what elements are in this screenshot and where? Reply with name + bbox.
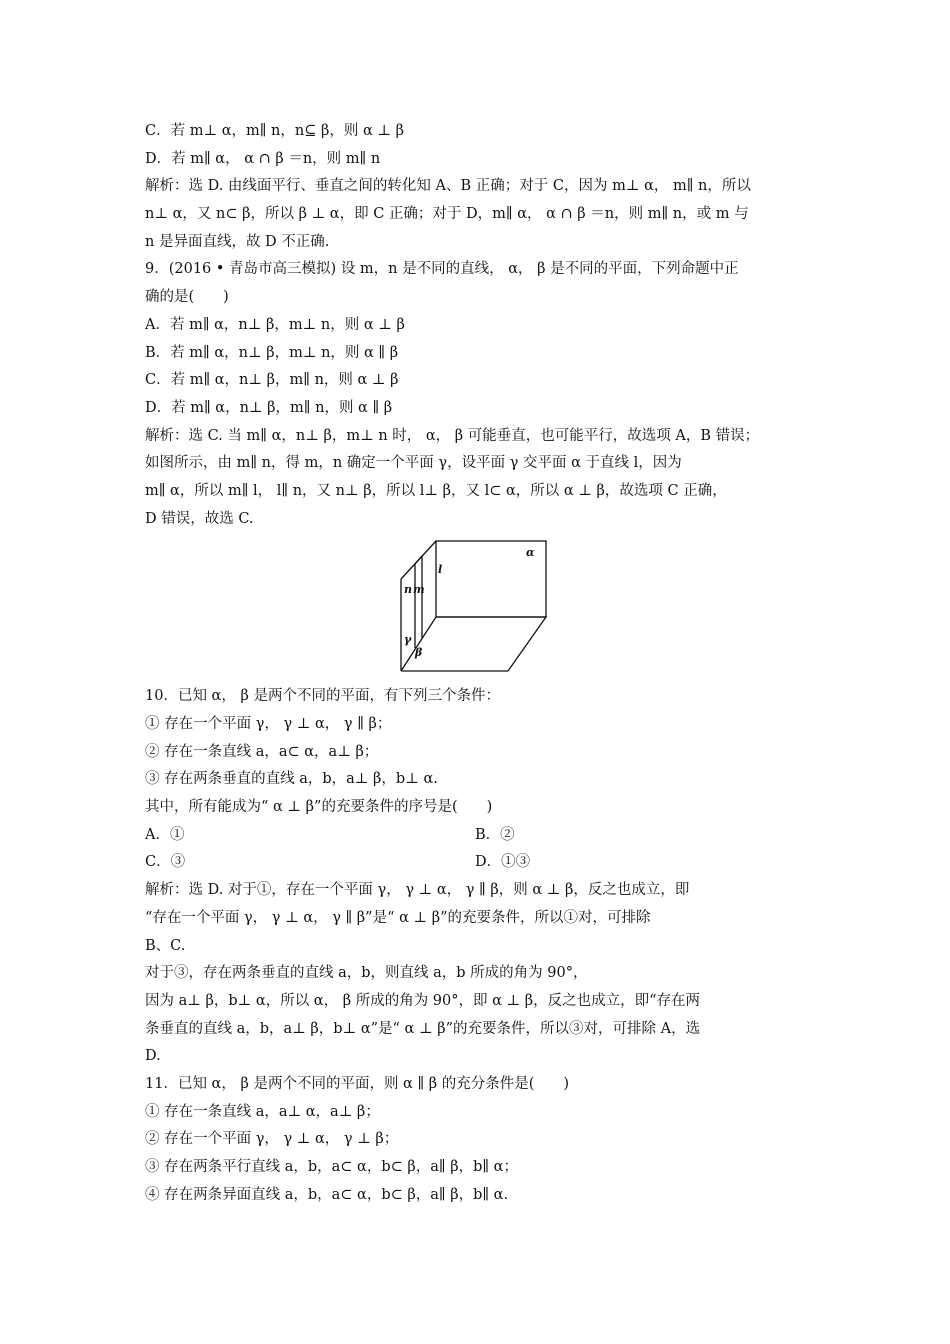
- text-line: 因为 a⊥ β，b⊥ α，所以 α， β 所成的角为 90°，即 α ⊥ β，反之也成立，即“存在两: [145, 992, 701, 1009]
- label-beta: β: [415, 646, 423, 660]
- option-c: C．若 m∥ α，n⊥ β，m∥ n，则 α ⊥ β: [145, 372, 399, 389]
- geometry-figure: [145, 539, 815, 675]
- text-line: D 错误，故选 C.: [145, 510, 254, 527]
- condition-1: ① 存在一个平面 γ， γ ⊥ α， γ ∥ β；: [145, 716, 392, 732]
- text-block-top: [145, 118, 815, 533]
- text-block-bottom: [145, 877, 815, 1209]
- label-m: m: [413, 583, 425, 597]
- options-row: [145, 822, 815, 850]
- condition-4: ④ 存在两条异面直线 a，b，a⊂ α，b⊂ β，a∥ β，b∥ α.: [145, 1186, 509, 1203]
- label-alpha: α: [526, 546, 535, 560]
- plane-beta-face: [401, 617, 546, 671]
- text-line: D.: [145, 1048, 161, 1065]
- condition-1: ① 存在一条直线 a，a⊥ α，a⊥ β；: [145, 1103, 380, 1120]
- text-line: C．若 m⊥ α，m∥ n，n⊆ β，则 α ⊥ β: [145, 123, 405, 139]
- option-a: A．若 m∥ α，n⊥ β，m⊥ n，则 α ⊥ β: [145, 316, 405, 333]
- text-line: 解析：选 D. 对于①，存在一个平面 γ， γ ⊥ α， γ ∥ β，则 α ⊥ β，反之也成立，即: [145, 882, 690, 899]
- option-c: C．③: [145, 854, 186, 871]
- text-line: 对于③，存在两条垂直的直线 a，b，则直线 a，b 所成的角为 90°，: [145, 965, 588, 982]
- text-line: “存在一个平面 γ， γ ⊥ α， γ ∥ β”是“ α ⊥ β”的充要条件，所以①对，可排除: [145, 909, 651, 926]
- option-d: D．若 m∥ α，n⊥ β，m∥ n，则 α ∥ β: [145, 399, 393, 416]
- text-line: n⊥ α，又 n⊂ β，所以 β ⊥ α，即 C 正确；对于 D，m∥ α， α ∩ β ＝n，则 m∥ n，或 m 与: [145, 206, 749, 223]
- label-l: l: [438, 563, 443, 577]
- option-b: B．②: [475, 826, 515, 843]
- label-n: n: [404, 583, 412, 597]
- text-line: D．若 m∥ α， α ∩ β ＝n，则 m∥ n: [145, 150, 381, 167]
- text-line: 如图所示，由 m∥ n，得 m，n 确定一个平面 γ，设平面 γ 交平面 α 于直线 l，因为: [145, 455, 682, 472]
- condition-3: ③ 存在两条垂直的直线 a，b，a⊥ β，b⊥ α.: [145, 771, 438, 788]
- label-gamma: γ: [404, 633, 412, 647]
- question-10: [145, 683, 815, 877]
- text-line: n 是异面直线，故 D 不正确.: [145, 233, 330, 250]
- text-line: 确的是( ): [145, 289, 229, 306]
- text-line: 其中，所有能成为“ α ⊥ β”的充要条件的序号是( ): [145, 799, 493, 816]
- gamma-top-edge: [415, 556, 422, 564]
- text-line: 解析：选 D. 由线面平行、垂直之间的转化知 A、B 正确；对于 C，因为 m⊥ α， m∥ n，所以: [145, 178, 751, 195]
- text-line: B、C.: [145, 937, 186, 954]
- text-line: 解析：选 C. 当 m∥ α，n⊥ β，m⊥ n 时， α， β 可能垂直，也可能平行，故选项 A，B 错误；: [145, 427, 760, 444]
- condition-2: ② 存在一个平面 γ， γ ⊥ α， γ ⊥ β；: [145, 1131, 399, 1148]
- text-line: 条垂直的直线 a，b，a⊥ β，b⊥ α”是“ α ⊥ β”的充要条件，所以③对，可排除 A，选: [145, 1020, 701, 1037]
- condition-2: ② 存在一条直线 a，a⊂ α，a⊥ β；: [145, 743, 379, 760]
- options-row: [145, 849, 815, 877]
- document-page: [145, 118, 815, 1209]
- question-10-stem: 10．已知 α， β 是两个不同的平面，有下列三个条件：: [145, 688, 500, 705]
- option-d: D．①③: [475, 854, 531, 871]
- question-11-stem: 11．已知 α， β 是两个不同的平面，则 α ∥ β 的充分条件是( ): [145, 1075, 570, 1092]
- option-b: B．若 m∥ α，n⊥ β，m⊥ n，则 α ∥ β: [145, 344, 399, 361]
- question-9-stem: 9．(2016 • 青岛市高三模拟) 设 m，n 是不同的直线， α， β 是不同的平面，下列命题中正: [145, 261, 739, 278]
- option-a: A．①: [145, 826, 185, 843]
- condition-3: ③ 存在两条平行直线 a，b，a⊂ α，b⊂ β，a∥ β，b∥ α；: [145, 1159, 518, 1175]
- text-line: m∥ α，所以 m∥ l， l∥ n，又 n⊥ β，所以 l⊥ β，又 l⊂ α，所以 α ⊥ β，故选项 C 正确，: [145, 482, 727, 499]
- planes-diagram: [398, 539, 558, 675]
